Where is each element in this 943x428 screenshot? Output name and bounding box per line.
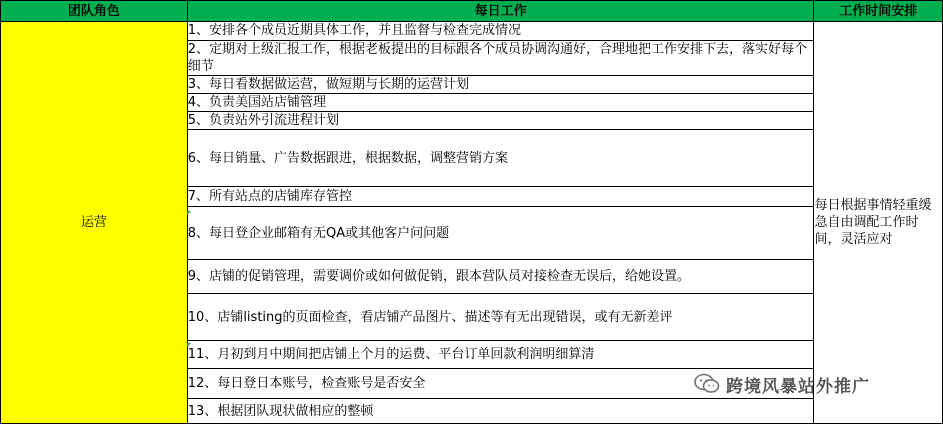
comment-marker	[187, 343, 191, 347]
wechat-icon	[694, 373, 720, 395]
header-schedule[interactable]: 工作时间安排	[814, 1, 943, 22]
task-cell-13[interactable]: 13、根据团队现状做相应的整顿	[187, 399, 814, 424]
watermark	[694, 372, 870, 396]
header-role[interactable]: 团队角色	[1, 1, 188, 22]
task-cell-7[interactable]: 7、所有站点的店铺库存管控	[187, 187, 814, 207]
task-cell-3[interactable]: 3、每日看数据做运营，做短期与长期的运营计划	[187, 76, 814, 94]
task-cell-4[interactable]: 4、负责美国站店铺管理	[187, 94, 814, 112]
task-cell-8[interactable]: 8、每日登企业邮箱有无QA或其他客户问问题	[187, 207, 814, 260]
schedule-cell[interactable]: 每日根据事情轻重缓急自由调配工作时间，灵活应对	[814, 22, 943, 424]
task-cell-2[interactable]: 2、定期对上级汇报工作，根据老板提出的目标跟各个成员协调沟通好，合理地把工作安排下去，落实好每个细节	[187, 41, 814, 76]
role-cell[interactable]: 运营	[1, 22, 188, 424]
task-cell-1[interactable]: 1、安排各个成员近期具体工作，并且监督与检查完成情况	[187, 22, 814, 41]
task-cell-12[interactable]: 12、每日登日本账号，检查账号是否安全	[187, 369, 814, 399]
task-cell-5[interactable]: 5、负责站外引流进程计划	[187, 112, 814, 130]
watermark-text: 跨境风暴站外推广	[726, 376, 870, 397]
task-cell-6[interactable]: 6、每日销量、广告数据跟进，根据数据，调整营销方案	[187, 130, 814, 187]
task-cell-11[interactable]: 11、月初到月中期间把店铺上个月的运费、平台订单回款利润明细算清	[187, 341, 814, 369]
task-cell-10[interactable]: 10、店铺listing的页面检查，看店铺产品图片、描述等有无出现错误，或有无新差评	[187, 294, 814, 341]
comment-marker	[187, 211, 191, 215]
task-cell-9[interactable]: 9、店铺的促销管理，需要调价或如何做促销，跟本营队员对接检查无误后，给她设置。	[187, 260, 814, 294]
header-daily-work[interactable]: 每日工作	[187, 1, 814, 22]
